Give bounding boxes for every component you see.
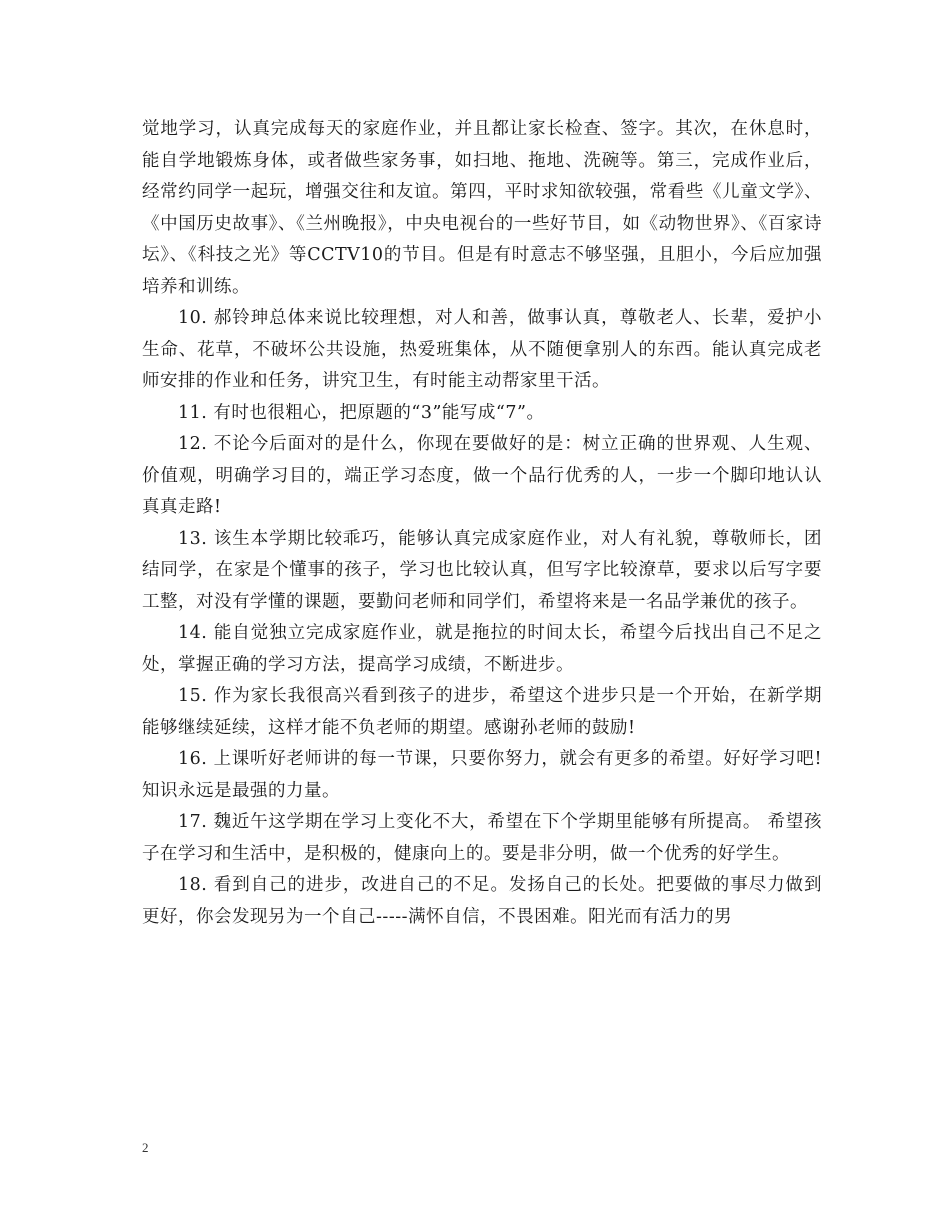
paragraph-item-14: 14. 能自觉独立完成家庭作业，就是拖拉的时间太长，希望今后找出自己不足之处，掌握正确的学习方法，提高学习成绩，不断进步。: [142, 623, 822, 675]
paragraph-item-11: 11. 有时也很粗心，把原题的“3”能写成“7”。: [178, 402, 545, 423]
document-body: [142, 114, 822, 933]
paragraph-continued: 觉地学习，认真完成每天的家庭作业，并且都让家长检查、签字。其次，在休息时，能自学地锻炼身体，或者做些家务事，如扫地、拖地、洗碗等。第三，完成作业后，经常约同学一起玩，增强交往和友谊。第四，平时求知欲较强，常看些《儿童文学》、《中国历史故事》、《兰州晚报》，中央电视台的一些好节目，如《动物世界》、《百家诗坛》、《科技之光》等CCTV10的节目。但是有时意志不够坚强，且胆小，今后应加强培养和训练。: [142, 119, 822, 297]
paragraph-item-18: 18. 看到自己的进步，改进自己的不足。发扬自己的长处。把要做的事尽力做到更好，你会发现另为一个自己-----满怀自信，不畏困难。阳光而有活力的男: [142, 875, 822, 927]
paragraph-item-16: 16. 上课听好老师讲的每一节课，只要你努力，就会有更多的希望。好好学习吧!知识永远是最强的力量。: [142, 749, 822, 801]
paragraph-item-13: 13. 该生本学期比较乖巧，能够认真完成家庭作业，对人有礼貌，尊敬师长，团结同学，在家是个懂事的孩子，学习也比较认真，但写字比较潦草，要求以后写字要工整，对没有学懂的课题，要勤问老师和同学们，希望将来是一名品学兼优的孩子。: [142, 528, 822, 612]
paragraph-item-12: 12. 不论今后面对的是什么，你现在要做好的是：树立正确的世界观、人生观、价值观，明确学习目的，端正学习态度，做一个品行优秀的人，一步一个脚印地认认真真走路!: [142, 434, 822, 517]
paragraph-item-17: 17. 魏近午这学期在学习上变化不大，希望在下个学期里能够有所提高。 希望孩子在学习和生活中，是积极的，健康向上的。要是非分明，做一个优秀的好学生。: [142, 812, 822, 864]
page-number: 2: [142, 1140, 149, 1155]
paragraph-item-15: 15. 作为家长我很高兴看到孩子的进步，希望这个进步只是一个开始，在新学期能够继续延续，这样才能不负老师的期望。感谢孙老师的鼓励!: [142, 686, 822, 738]
paragraph-item-10: 10. 郝铃珅总体来说比较理想，对人和善，做事认真，尊敬老人、长辈，爱护小生命、花草，不破坏公共设施，热爱班集体，从不随便拿别人的东西。能认真完成老师安排的作业和任务，讲究卫生，有时能主动帮家里干活。: [142, 308, 822, 391]
